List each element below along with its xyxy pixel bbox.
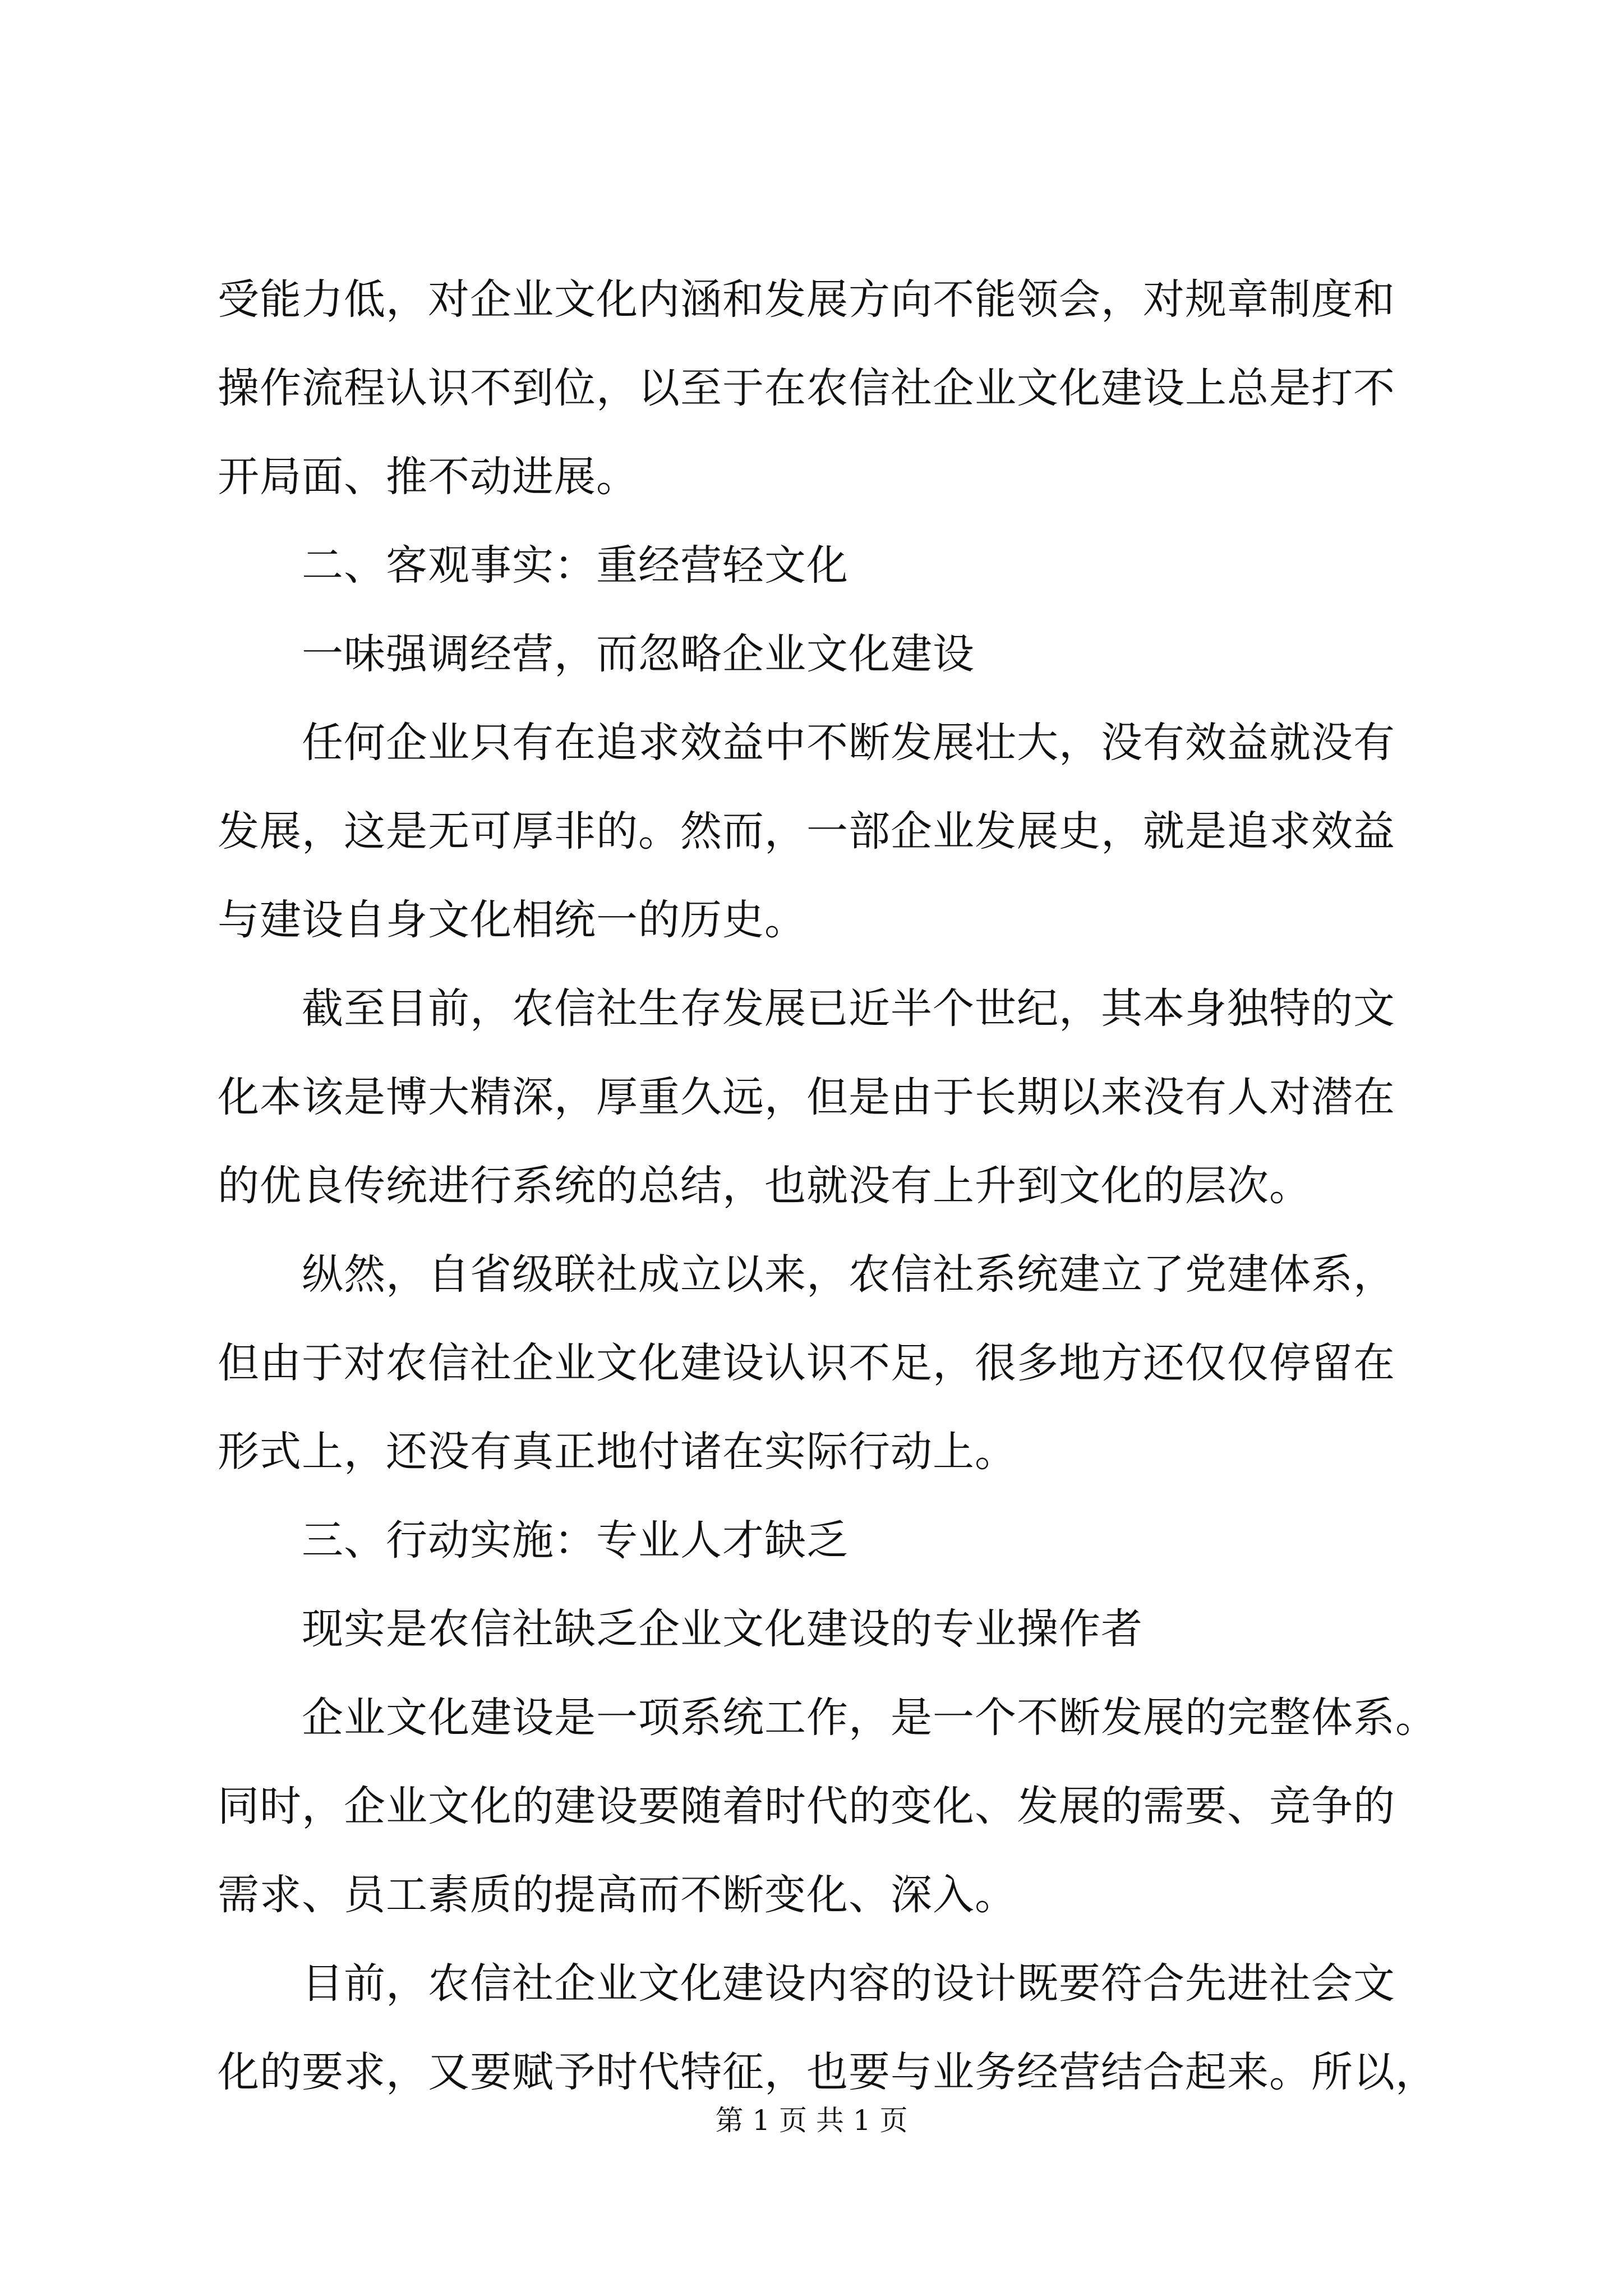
sub-heading: 一味强调经营，而忽略企业文化建设 — [302, 630, 975, 678]
text-line: 操作流程认识不到位，以至于在农信社企业文化建设上总是打不 — [218, 364, 1395, 412]
text-line: 化的要求，又要赋予时代特征，也要与业务经营结合起来。所以， — [218, 2048, 1437, 2096]
text-line: 与建设自身文化相统一的历史。 — [218, 896, 806, 944]
page-number-label: 第 1 页 共 1 页 — [715, 2104, 908, 2137]
section-heading: 二、客观事实：重经营轻文化 — [302, 541, 849, 590]
text-line: 任何企业只有在追求效益中不断发展壮大，没有效益就没有 — [302, 719, 1395, 767]
text-line: 发展，这是无可厚非的。然而，一部企业发展史，就是追求效益 — [218, 807, 1395, 855]
text-line: 纵然，自省级联社成立以来，农信社系统建立了党建体系， — [302, 1250, 1395, 1299]
text-line: 受能力低，对企业文化内涵和发展方向不能领会，对规章制度和 — [218, 275, 1395, 324]
text-line: 的优良传统进行系统的总结，也就没有上升到文化的层次。 — [218, 1162, 1311, 1210]
document-body — [218, 255, 1435, 2116]
text-line: 化本该是博大精深，厚重久远，但是由于长期以来没有人对潜在 — [218, 1073, 1395, 1121]
text-line: 需求、员工素质的提高而不断变化、深入。 — [218, 1871, 1017, 1919]
text-line: 但由于对农信社企业文化建设认识不足，很多地方还仅仅停留在 — [218, 1339, 1395, 1387]
section-heading: 三、行动实施：专业人才缺乏 — [302, 1516, 849, 1565]
text-line: 开局面、推不动进展。 — [218, 453, 638, 501]
text-line: 企业文化建设是一项系统工作，是一个不断发展的完整体系。 — [302, 1694, 1437, 1742]
text-line: 截至目前，农信社生存发展已近半个世纪，其本身独特的文 — [302, 984, 1395, 1033]
text-line: 目前，农信社企业文化建设内容的设计既要符合先进社会文 — [302, 1959, 1395, 2008]
text-line: 形式上，还没有真正地付诸在实际行动上。 — [218, 1428, 1017, 1476]
sub-heading: 现实是农信社缺乏企业文化建设的专业操作者 — [302, 1605, 1143, 1653]
page-footer — [0, 2101, 1623, 2140]
text-line: 同时，企业文化的建设要随着时代的变化、发展的需要、竞争的 — [218, 1782, 1395, 1830]
